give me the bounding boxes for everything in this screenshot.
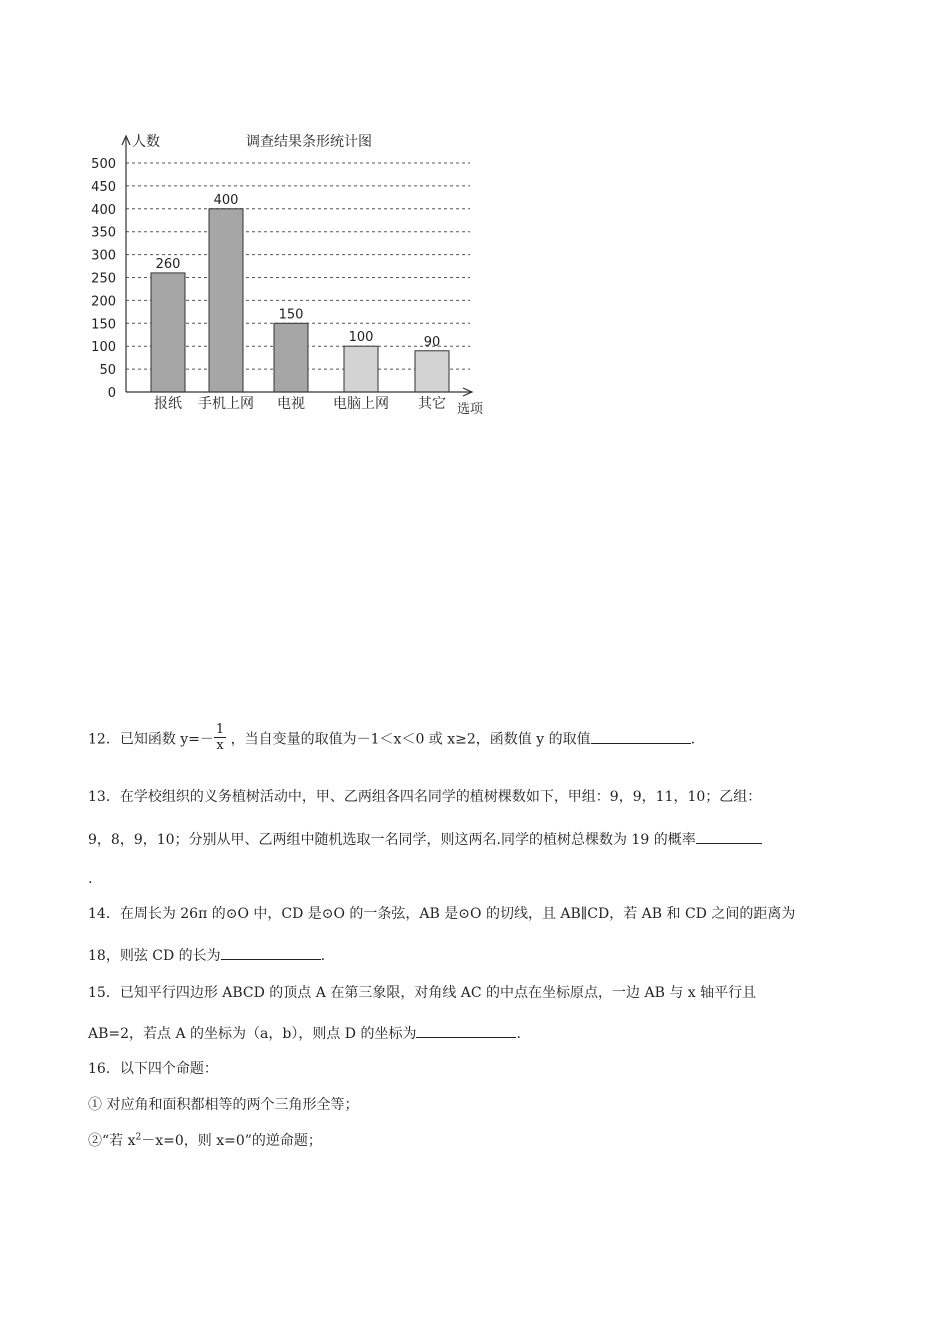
y-tick-label: 400: [91, 202, 116, 218]
question-13-line-3: .: [88, 871, 93, 887]
bar-chart: [84, 130, 488, 416]
y-tick-label: 500: [91, 157, 116, 172]
question-14-line-2: [88, 945, 325, 966]
question-15-line-2: [88, 1023, 521, 1044]
answer-blank: [591, 729, 691, 744]
question-16-item-2: [88, 1131, 322, 1151]
q12-end: .: [690, 731, 696, 748]
question-13-line-1: 13．在学校组织的义务植树活动中，甲、乙两组各四名同学的植树棵数如下，甲组：9，9，11，10；乙组：: [88, 789, 762, 805]
y-tick-label: 300: [91, 248, 116, 264]
question-15-line-1: 15．已知平行四边形 ABCD 的顶点 A 在第三象限，对角线 AC 的中点在坐标原点，一边 AB 与 x 轴平行且: [88, 985, 757, 1001]
chart-title: 调查结果条形统计图: [246, 134, 372, 150]
q16-item2-before: ②“若 x: [88, 1133, 136, 1149]
x-tick-label: 其它: [418, 396, 446, 412]
y-tick-label: 450: [91, 179, 116, 195]
fraction-denominator: x: [216, 738, 224, 753]
question-14-line-1: 14．在周长为 26π 的⊙O 中，CD 是⊙O 的一条弦，AB 是⊙O 的切线，且 AB∥CD，若 AB 和 CD 之间的距离为: [88, 906, 796, 922]
fraction: [214, 722, 226, 753]
y-tick-label: 350: [91, 225, 116, 241]
q16-item2-after: －x=0，则 x=0”的逆命题；: [141, 1133, 322, 1149]
bar: [344, 346, 378, 392]
question-16-item-1: ① 对应角和面积都相等的两个三角形全等；: [88, 1097, 359, 1113]
x-tick-label: 报纸: [154, 396, 182, 412]
answer-blank: [416, 1023, 516, 1038]
y-tick-label: 50: [99, 363, 116, 379]
fraction-numerator: 1: [215, 722, 225, 737]
y-tick-label: 250: [91, 271, 116, 287]
q12-text-after: ，当自变量的取值为－1＜x＜0 或 x≥2，函数值 y 的取值: [230, 731, 591, 748]
answer-blank: [221, 945, 321, 960]
answer-blank: [696, 829, 762, 844]
superscript: 2: [135, 1132, 142, 1143]
q12-text-before: 12．已知函数 y=－: [88, 731, 214, 748]
data-label: 400: [213, 192, 239, 208]
x-tick-label: 电脑上网: [333, 396, 389, 412]
q14-end: .: [320, 948, 326, 964]
y-tick-label: 200: [91, 294, 116, 310]
q15-end: .: [516, 1026, 521, 1042]
bar: [151, 273, 185, 392]
bar: [209, 209, 243, 392]
y-tick-label: 100: [91, 340, 116, 356]
data-label: 100: [348, 330, 374, 346]
bar: [274, 323, 308, 392]
bar: [415, 351, 449, 392]
question-12: [88, 724, 695, 755]
q14-text: 18，则弦 CD 的长为: [88, 948, 221, 964]
y-tick-label: 150: [91, 317, 116, 333]
bar-chart-svg: [84, 130, 488, 416]
q15-text: AB=2，若点 A 的坐标为（a，b），则点 D 的坐标为: [88, 1026, 417, 1042]
y-axis-label: 人数: [132, 134, 160, 150]
x-axis-label: 选项: [457, 402, 484, 416]
y-tick-label: 0: [107, 386, 116, 401]
data-label: 150: [278, 307, 304, 323]
question-13-line-2: [88, 829, 762, 850]
data-label: 260: [155, 256, 181, 272]
question-16-line-1: 16．以下四个命题：: [88, 1061, 218, 1077]
x-tick-label: 手机上网: [198, 396, 254, 412]
q13-text: 9，8，9，10；分别从甲、乙两组中随机选取一名同学，则这两名.同学的植树总棵数为 19 的概率: [88, 832, 696, 848]
x-tick-label: 电视: [277, 396, 305, 412]
data-label: 90: [423, 334, 441, 350]
